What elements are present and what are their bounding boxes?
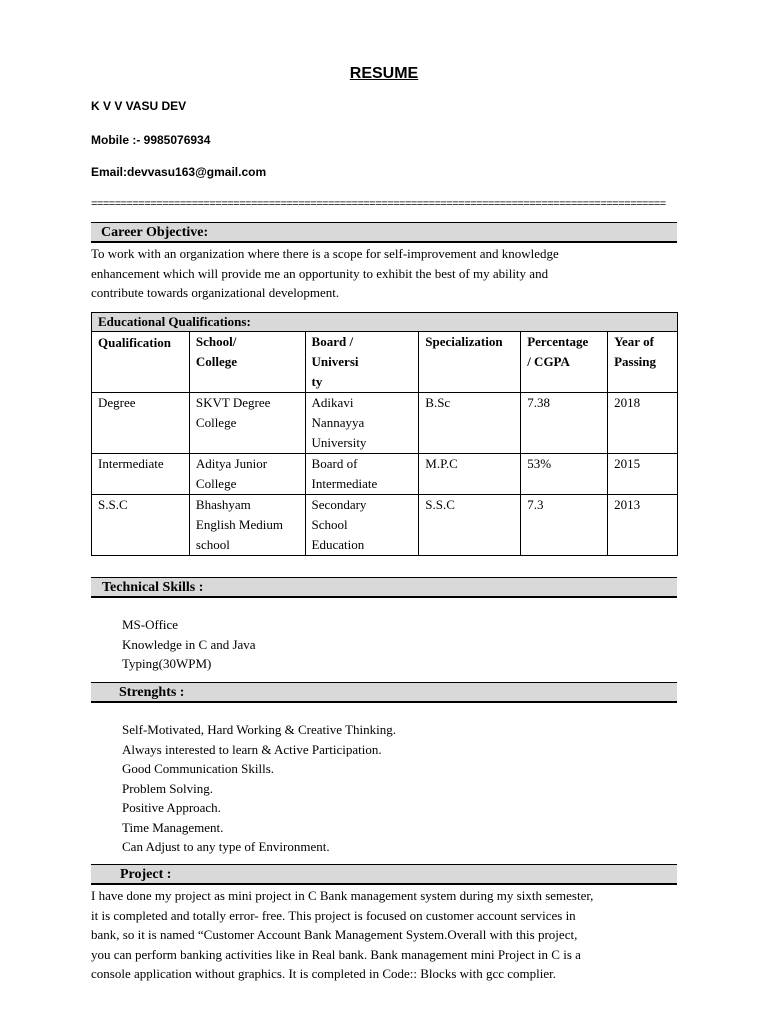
career-line: enhancement which will provide me an opportunity to exhibit the best of my ability and bbox=[91, 265, 549, 281]
table-cell: Secondary School Education bbox=[305, 495, 419, 556]
table-cell: Board of Intermediate bbox=[305, 454, 419, 495]
page-title: RESUME bbox=[349, 65, 419, 82]
column-header: School/ College bbox=[189, 332, 305, 393]
education-heading: Educational Qualifications: bbox=[92, 313, 678, 332]
strengths-heading: Strenghts : bbox=[91, 682, 677, 703]
list-item: Self-Motivated, Hard Working & Creative Thinking. bbox=[122, 722, 396, 737]
table-cell: 2018 bbox=[608, 393, 678, 454]
list-item: Typing(30WPM) bbox=[122, 656, 212, 671]
list-item: Positive Approach. bbox=[122, 800, 221, 815]
career-objective-text bbox=[91, 244, 681, 303]
separator-line: ================================================================================================= bbox=[91, 198, 666, 210]
table-row bbox=[92, 454, 678, 495]
project-line: bank, so it is named “Customer Account Bank Management System.Overall with this project, bbox=[91, 927, 578, 942]
list-item: Problem Solving. bbox=[122, 780, 214, 796]
list-item: Knowledge in C and Java bbox=[122, 636, 256, 652]
candidate-name: K V V VASU DEV bbox=[91, 99, 187, 113]
table-header-row bbox=[92, 332, 678, 393]
column-header: Year of Passing bbox=[608, 332, 678, 393]
column-header: Specialization bbox=[419, 332, 521, 393]
career-line: contribute towards organizational development. bbox=[91, 285, 340, 300]
project-line: you can perform banking activities like in Real bank. Bank management mini Project in C is a bbox=[91, 946, 581, 962]
project-heading: Project : bbox=[91, 864, 677, 885]
table-cell: Bhashyam English Medium school bbox=[189, 495, 305, 556]
project-line: console application without graphics. It is completed in Code:: Blocks with gcc complier. bbox=[91, 966, 557, 981]
project-line: it is completed and totally error- free. This project is focused on customer account services in bbox=[91, 907, 576, 923]
table-cell: 7.3 bbox=[521, 495, 608, 556]
list-item: Can Adjust to any type of Environment. bbox=[122, 839, 330, 854]
table-row bbox=[92, 495, 678, 556]
column-header: Percentage / CGPA bbox=[521, 332, 608, 393]
table-cell: M.P.C bbox=[419, 454, 521, 495]
table-cell: Aditya Junior College bbox=[189, 454, 305, 495]
table-cell: S.S.C bbox=[92, 495, 190, 556]
list-item: Good Communication Skills. bbox=[122, 761, 275, 776]
column-header: Board / Universi ty bbox=[305, 332, 419, 393]
table-cell: S.S.C bbox=[419, 495, 521, 556]
table-cell: Intermediate bbox=[92, 454, 190, 495]
table-cell: 53% bbox=[521, 454, 608, 495]
list-item: MS-Office bbox=[122, 617, 179, 632]
table-row bbox=[92, 393, 678, 454]
list-item: Time Management. bbox=[122, 819, 224, 835]
list-item: Always interested to learn & Active Participation. bbox=[122, 741, 382, 757]
project-line: I have done my project as mini project in C Bank management system during my sixth semester, bbox=[91, 888, 594, 903]
education-table bbox=[91, 312, 678, 556]
strengths-list bbox=[122, 720, 396, 857]
table-cell: 2013 bbox=[608, 495, 678, 556]
column-header: Qualification bbox=[92, 332, 190, 393]
project-text bbox=[91, 886, 683, 984]
table-cell: 7.38 bbox=[521, 393, 608, 454]
table-cell: Adikavi Nannayya University bbox=[305, 393, 419, 454]
email-address: Email:devvasu163@gmail.com bbox=[91, 165, 267, 179]
technical-skills-heading: Technical Skills : bbox=[91, 577, 677, 598]
table-cell: B.Sc bbox=[419, 393, 521, 454]
table-cell: 2015 bbox=[608, 454, 678, 495]
table-cell: SKVT Degree College bbox=[189, 393, 305, 454]
career-line: To work with an organization where there is a scope for self-improvement and knowledge bbox=[91, 246, 559, 261]
technical-skills-list bbox=[122, 615, 256, 674]
career-objective-heading: Career Objective: bbox=[91, 222, 677, 243]
table-cell: Degree bbox=[92, 393, 190, 454]
mobile-number: Mobile :- 9985076934 bbox=[91, 133, 211, 147]
